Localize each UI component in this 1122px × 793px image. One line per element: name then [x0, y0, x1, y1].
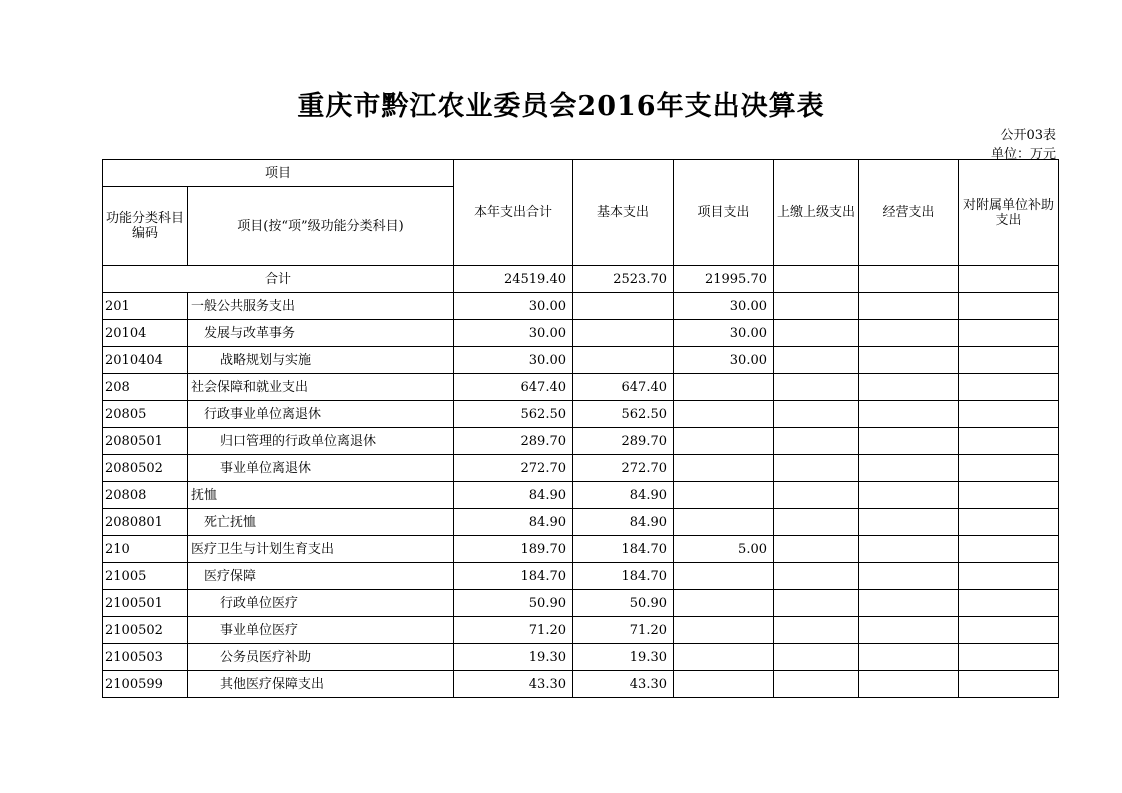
total-sum: 24519.40 — [454, 266, 573, 293]
row-upper — [774, 428, 859, 455]
row-project — [674, 644, 774, 671]
row-name: 发展与改革事务 — [188, 320, 454, 347]
row-upper — [774, 293, 859, 320]
row-code: 20808 — [103, 482, 188, 509]
header-basic: 基本支出 — [573, 160, 674, 266]
table-row — [103, 374, 1059, 401]
row-upper — [774, 644, 859, 671]
row-code: 2080801 — [103, 509, 188, 536]
header-total: 本年支出合计 — [454, 160, 573, 266]
row-basic: 272.70 — [573, 455, 674, 482]
table-row — [103, 293, 1059, 320]
row-total: 71.20 — [454, 617, 573, 644]
row-name: 归口管理的行政单位离退休 — [188, 428, 454, 455]
row-name: 其他医疗保障支出 — [188, 671, 454, 698]
row-upper — [774, 671, 859, 698]
row-basic: 184.70 — [573, 563, 674, 590]
table-row — [103, 536, 1059, 563]
row-code: 201 — [103, 293, 188, 320]
row-upper — [774, 320, 859, 347]
header-subsidy: 对附属单位补助支出 — [959, 160, 1059, 266]
total-label: 合计 — [103, 266, 454, 293]
row-upper — [774, 617, 859, 644]
table-row — [103, 482, 1059, 509]
row-basic: 647.40 — [573, 374, 674, 401]
row-upper — [774, 455, 859, 482]
unit-label: 单位：万元 — [990, 147, 1056, 162]
row-business — [859, 590, 959, 617]
row-business — [859, 509, 959, 536]
row-project — [674, 671, 774, 698]
row-basic: 562.50 — [573, 401, 674, 428]
row-code: 208 — [103, 374, 188, 401]
row-code: 2100599 — [103, 671, 188, 698]
total-upper — [774, 266, 859, 293]
row-subsidy — [959, 374, 1059, 401]
row-project — [674, 482, 774, 509]
table-row — [103, 428, 1059, 455]
row-project — [674, 590, 774, 617]
table-row — [103, 590, 1059, 617]
row-upper — [774, 347, 859, 374]
row-subsidy — [959, 644, 1059, 671]
row-name: 医疗卫生与计划生育支出 — [188, 536, 454, 563]
row-subsidy — [959, 320, 1059, 347]
row-basic: 71.20 — [573, 617, 674, 644]
row-basic: 50.90 — [573, 590, 674, 617]
total-project: 21995.70 — [674, 266, 774, 293]
row-name: 事业单位医疗 — [188, 617, 454, 644]
row-basic: 289.70 — [573, 428, 674, 455]
row-subsidy — [959, 509, 1059, 536]
row-subsidy — [959, 563, 1059, 590]
row-total: 272.70 — [454, 455, 573, 482]
row-basic — [573, 320, 674, 347]
row-project — [674, 374, 774, 401]
row-total: 30.00 — [454, 293, 573, 320]
row-basic — [573, 293, 674, 320]
row-total: 19.30 — [454, 644, 573, 671]
row-upper — [774, 374, 859, 401]
row-name: 战略规划与实施 — [188, 347, 454, 374]
row-total: 84.90 — [454, 509, 573, 536]
row-subsidy — [959, 455, 1059, 482]
row-business — [859, 671, 959, 698]
row-code: 2100501 — [103, 590, 188, 617]
expenditure-table — [102, 159, 1059, 698]
row-name: 抚恤 — [188, 482, 454, 509]
table-row — [103, 563, 1059, 590]
row-total: 50.90 — [454, 590, 573, 617]
row-basic: 84.90 — [573, 482, 674, 509]
table-row — [103, 509, 1059, 536]
row-project: 5.00 — [674, 536, 774, 563]
row-business — [859, 428, 959, 455]
header-code: 功能分类科目编码 — [103, 187, 188, 266]
table-row — [103, 320, 1059, 347]
total-row — [103, 266, 1059, 293]
row-total: 30.00 — [454, 320, 573, 347]
row-upper — [774, 401, 859, 428]
row-code: 20104 — [103, 320, 188, 347]
header-business: 经营支出 — [859, 160, 959, 266]
row-project — [674, 617, 774, 644]
row-subsidy — [959, 428, 1059, 455]
row-project — [674, 455, 774, 482]
row-business — [859, 563, 959, 590]
row-total: 189.70 — [454, 536, 573, 563]
table-row — [103, 644, 1059, 671]
header-upper: 上缴上级支出 — [774, 160, 859, 266]
row-name: 死亡抚恤 — [188, 509, 454, 536]
row-project: 30.00 — [674, 347, 774, 374]
row-name: 行政单位医疗 — [188, 590, 454, 617]
total-subsidy — [959, 266, 1059, 293]
row-project — [674, 428, 774, 455]
page-title: 重庆市黔江农业委员会2016年支出决算表 — [297, 91, 825, 122]
row-name: 公务员医疗补助 — [188, 644, 454, 671]
row-code: 2010404 — [103, 347, 188, 374]
row-subsidy — [959, 617, 1059, 644]
row-basic: 184.70 — [573, 536, 674, 563]
table-row — [103, 617, 1059, 644]
row-code: 2080501 — [103, 428, 188, 455]
row-total: 184.70 — [454, 563, 573, 590]
row-code: 21005 — [103, 563, 188, 590]
row-subsidy — [959, 536, 1059, 563]
row-code: 2100502 — [103, 617, 188, 644]
table-row — [103, 671, 1059, 698]
row-name: 医疗保障 — [188, 563, 454, 590]
header-project: 项目 — [103, 160, 454, 187]
row-business — [859, 347, 959, 374]
row-business — [859, 374, 959, 401]
row-total: 30.00 — [454, 347, 573, 374]
row-business — [859, 293, 959, 320]
row-business — [859, 482, 959, 509]
row-project — [674, 401, 774, 428]
row-name: 事业单位离退休 — [188, 455, 454, 482]
row-business — [859, 320, 959, 347]
row-project: 30.00 — [674, 320, 774, 347]
row-upper — [774, 536, 859, 563]
row-project — [674, 563, 774, 590]
row-project — [674, 509, 774, 536]
header-project-expense: 项目支出 — [674, 160, 774, 266]
row-total: 84.90 — [454, 482, 573, 509]
row-name: 行政事业单位离退休 — [188, 401, 454, 428]
row-total: 647.40 — [454, 374, 573, 401]
row-subsidy — [959, 347, 1059, 374]
table-row — [103, 347, 1059, 374]
row-basic — [573, 347, 674, 374]
row-code: 2080502 — [103, 455, 188, 482]
row-name: 社会保障和就业支出 — [188, 374, 454, 401]
total-business — [859, 266, 959, 293]
row-business — [859, 455, 959, 482]
row-code: 2100503 — [103, 644, 188, 671]
row-subsidy — [959, 482, 1059, 509]
row-code: 20805 — [103, 401, 188, 428]
row-project: 30.00 — [674, 293, 774, 320]
row-business — [859, 617, 959, 644]
row-upper — [774, 509, 859, 536]
table-row — [103, 455, 1059, 482]
table-row — [103, 401, 1059, 428]
row-upper — [774, 563, 859, 590]
header-name: 项目(按“项”级功能分类科目) — [188, 187, 454, 266]
row-code: 210 — [103, 536, 188, 563]
row-business — [859, 644, 959, 671]
row-name: 一般公共服务支出 — [188, 293, 454, 320]
row-total: 43.30 — [454, 671, 573, 698]
row-business — [859, 536, 959, 563]
form-number: 公开03表 — [1000, 128, 1056, 143]
row-basic: 43.30 — [573, 671, 674, 698]
row-subsidy — [959, 401, 1059, 428]
total-basic: 2523.70 — [573, 266, 674, 293]
row-basic: 84.90 — [573, 509, 674, 536]
row-subsidy — [959, 590, 1059, 617]
row-total: 562.50 — [454, 401, 573, 428]
row-subsidy — [959, 293, 1059, 320]
row-subsidy — [959, 671, 1059, 698]
row-upper — [774, 482, 859, 509]
row-basic: 19.30 — [573, 644, 674, 671]
row-total: 289.70 — [454, 428, 573, 455]
row-upper — [774, 590, 859, 617]
row-business — [859, 401, 959, 428]
